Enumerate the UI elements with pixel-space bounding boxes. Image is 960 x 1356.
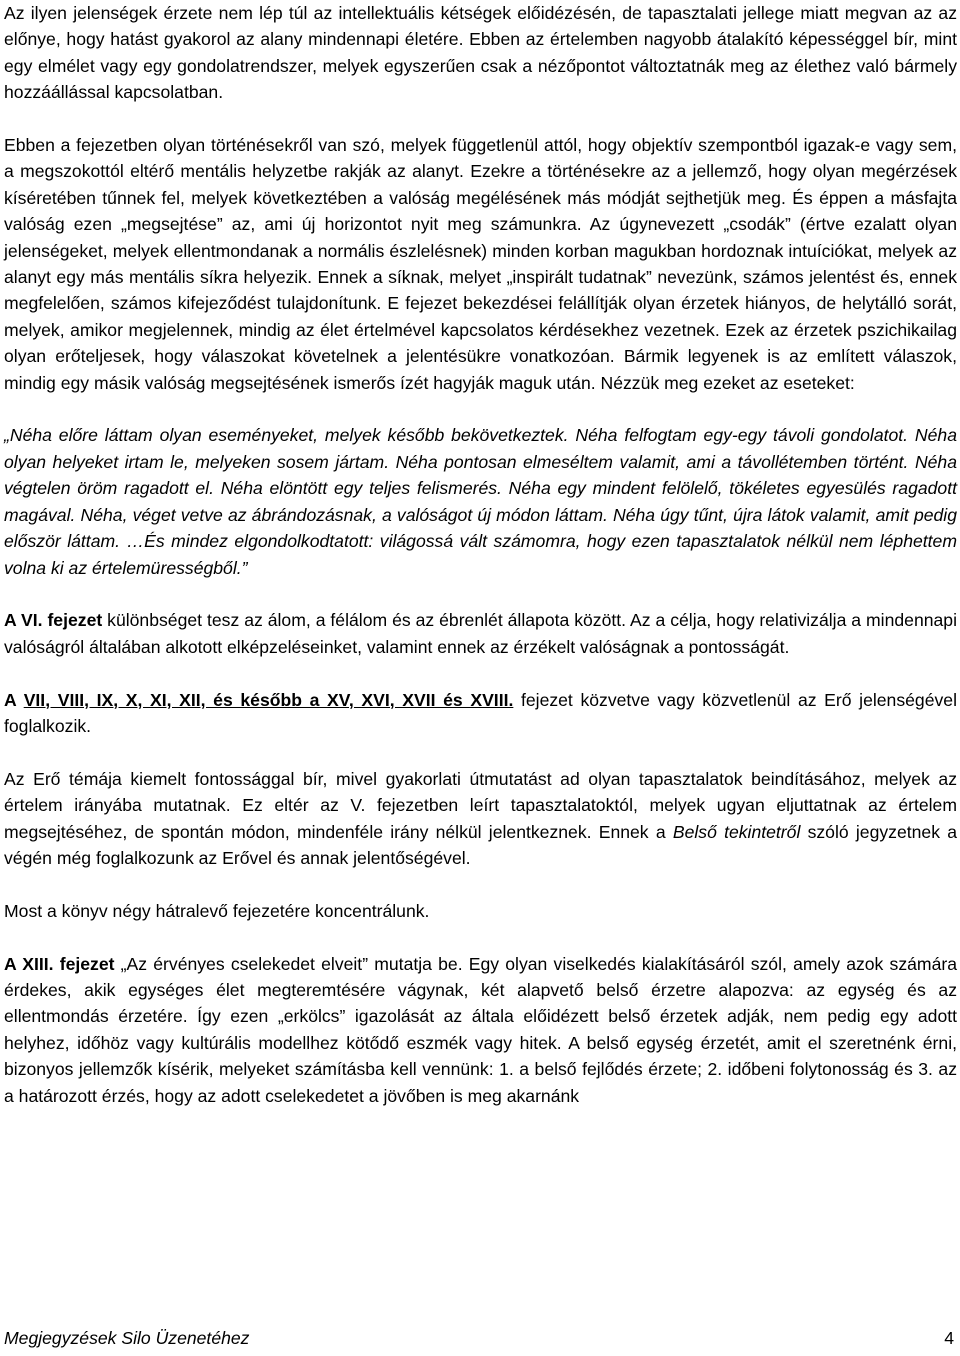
quote-block: „Néha előre láttam olyan eseményeket, melyek később bekövetkeztek. Néha felfogtam egy-egy távoli gondolatot. Néha olyan helyeket irtam le, melyeken sosem jártam. Néha pontosan elmeséltem valamit, ami a távollétemben történt. Néha végtelen öröm ragadott el. Néha elöntött egy teljes felismerés. Néha egy mindent felölelő, tökéletes egyesülés ragadott magával. Néha, véget vetve az ábrándozásnak, a valóságot új módon láttam. Néha úgy tűnt, újra látok valamit, amit pedig először láttam. …És mindez elgondolkodtatott: világossá vált számomra, hogy ezen tapasztalatok nélkül nem léphettem volna ki az értelemürességből.” [4,425,957,578]
paragraph-chapter-events: Ebben a fejezetben olyan történésekről van szó, melyek függetlenül attól, hogy objektív szempontból igazak-e vagy sem, a megszokottól eltérő mentális helyzetbe rakják az alanyt. Ezekre a történésekre az a jellemző, hogy olyan megérzések kíséretében tűnnek fel, melyek következtében a valóság megélésének más módját sejthetjük meg. És éppen a másfajta valóság ezen „megsejtése” az, ami új horizontot nyit meg számunkra. Az úgynevezett „csodák” (értve ezalatt olyan jelenségeket, melyek ellentmondanak a normális észlelésnek) minden korban magukban hordoznak intuíciókat, melyek az alanyt egy más mentális síkra helyezik. Ennek a síknak, melyet „inspirált tudatnak” nevezünk, számos jelentést és, ennek megfelelően, számos kifejeződést tulajdonítunk. E fejezet bekezdései felállítják olyan érzetek hiányos, de helytálló sorát, melyek, amikor megjelennek, mindig az élet értelmével kapcsolatos kérdésekhez vezetnek. Ezek az érzetek pszichikailag olyan erőteljesek, hogy válaszokat követelnek a jelentésükre vonatkozóan. Bármik legyenek is az említett válaszok, mindig egy másik valóság megsejtésének ismerős ízét hagyják maguk után. Nézzük meg ezeket az eseteket: [4,135,957,393]
paragraph-spacer [4,660,957,686]
footer-title: Megjegyzések Silo Üzenetéhez [4,1328,250,1348]
paragraph-intro: Az ilyen jelenségek érzete nem lép túl az intellektuális kétségek előidézésén, de tapasztalati jellege miatt megvan az az előnye, hogy hatást gyakorol az alany mindennapi életére. Ebben az értelemben nagyobb átalakító képességgel bír, mint egy elmélet vagy egy gondolatrendszer, melyek egyszerűen csak a nézőpontot változtatnák meg az élethez való bármely hozzáállással kapcsolatban. [4,3,957,103]
document-body [4,0,957,1109]
paragraph-spacer [4,106,957,132]
paragraph-spacer [4,739,957,765]
paragraph-chapter-xiii [4,951,957,1109]
paragraph-force-theme [4,766,957,872]
inner-look-title: Belső tekintetről [672,821,801,842]
paragraph-remaining-chapters: Most a könyv négy hátralevő fejezetére koncentrálunk. [4,900,430,921]
page-footer [4,1328,954,1349]
chapter-xiii-text: „Az érvényes cselekedet elveit” mutatja be. Egy olyan viselkedés kialakításáról szól, amely azok számára érdekes, akik egységes élet megteremtésére vágynak, két alapvető belső érzetre alapozva: az egység és az ellentmondás érzetére. Így ezen „erkölcs” igazolását az általa előidézett belső érzetek adják, nem pedig egy adott helyhez, időhöz vagy kultúrális modellhez kötődő eszmék vagy hitek. A belső egység érzetét, amit el szeretnénk érni, bizonyos jellemzők kísérik, melyeket számításba kell vennünk: 1. a belső fejlődés érzete; 2. időbeni folytonosság és 3. az a határozott érzés, hogy az adott cselekedetet a jövőben is meg akarnánk [4,953,958,1106]
paragraph-spacer [4,581,957,607]
chapters-prefix: A [4,689,24,710]
force-theme-text-a: Az Erő témája kiemelt fontossággal bír, mivel gyakorlati útmutatást ad olyan tapasztalatok beindításához, melyek az értelem irányába mutatnak. Ez eltér az V. fejezetben leírt tapasztalatoktól, melyek ugyan eljuttatnak az értelem megsejtéséhez, de spontán módon, mindenféle irány nélkül jelentkeznek. Ennek a [4,768,957,842]
paragraph-chapter-vi [4,607,957,660]
page-number: 4 [944,1328,954,1348]
chapters-list: VII, VIII, IX, X, XI, XII, és később a XV, XVI, XVII és XVIII. [23,689,514,710]
paragraph-spacer [4,396,957,422]
chapters-force-text: fejezet közvetve vagy közvetlenül az Erő jelenségével foglalkozik. [4,689,957,736]
chapter-vi-text: különbséget tesz az álom, a félálom és az ébrenlét állapota között. Az a célja, hogy relativizálja a mindennapi valóságról általában alkotott elképzeléseinket, valamint ennek az érzékelt valóságnak a pontosságát. [4,610,957,657]
paragraph-spacer [4,924,957,950]
force-theme-text-b: szóló jegyzetnek a végén még foglalkozunk az Erővel és annak jelentőségével. [4,821,957,868]
chapter-vi-heading: A VI. fejezet [4,610,103,631]
paragraph-spacer [4,871,957,897]
chapter-xiii-heading: A XIII. fejezet [4,953,115,974]
paragraph-chapters-force [4,687,957,740]
